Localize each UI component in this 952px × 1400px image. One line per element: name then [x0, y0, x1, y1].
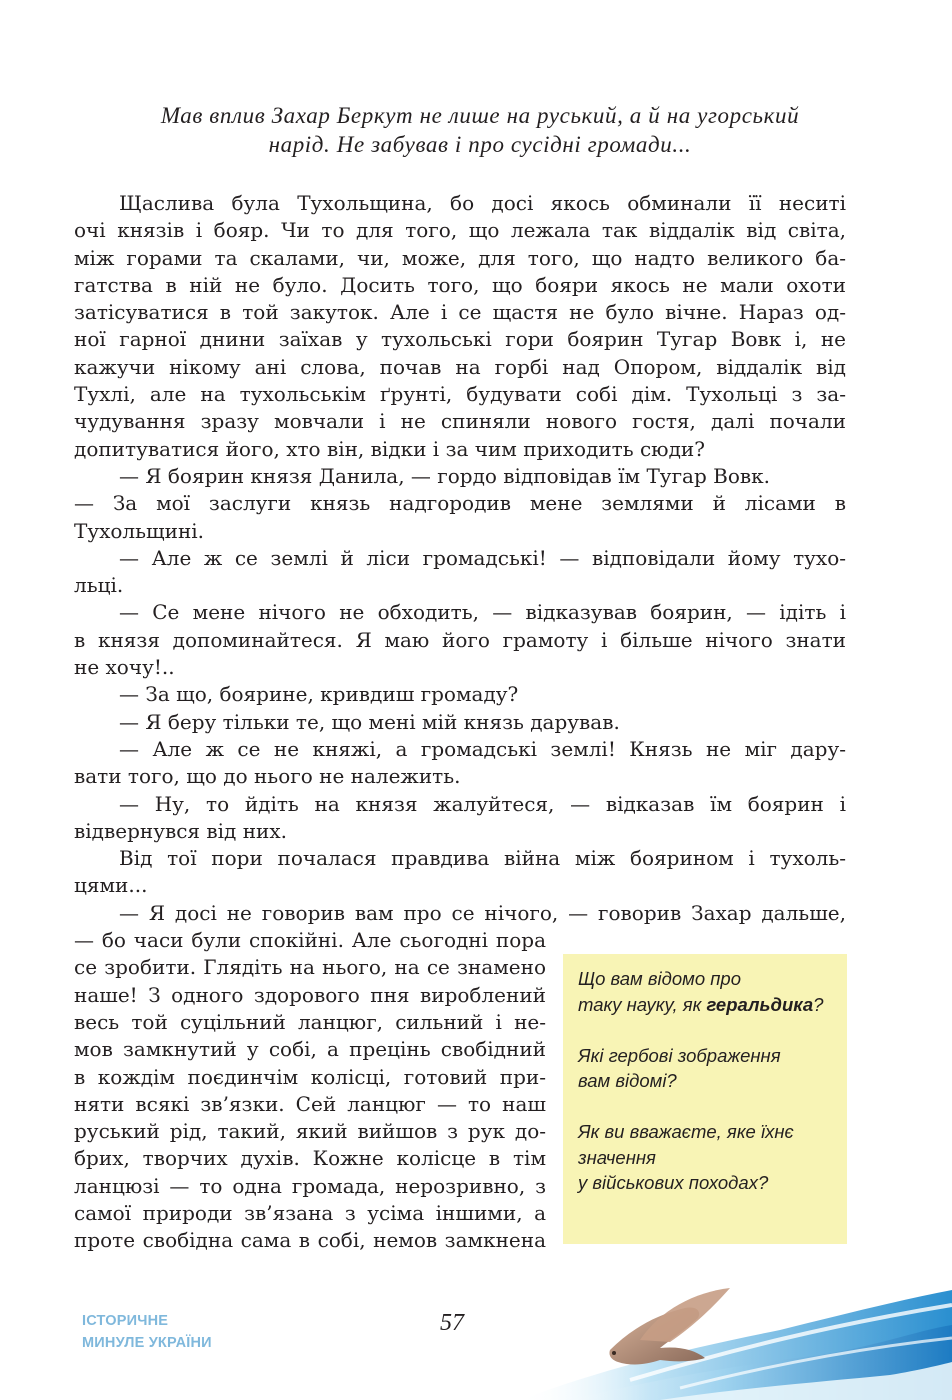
section-label-line: ІСТОРИЧНЕ: [82, 1313, 169, 1329]
section-label-line: МИНУЛЕ УКРАЇНИ: [82, 1335, 212, 1351]
text-line: самої природи зв’язана з усіма іншими, а: [74, 1200, 546, 1225]
text-line: весь той суцільний ланцюг, сильний і не-: [74, 1009, 546, 1034]
text-line: ної гарної днини заїхав у тухольські гори боярин Тугар Вовк і, не: [74, 327, 846, 352]
page-number: 57: [440, 1310, 464, 1336]
text-line: — За мої заслуги князь надгородив мене землями й лісами в: [74, 491, 846, 516]
bird-wave-illustration: [480, 1270, 952, 1400]
text-line: вати того, що до нього не належить.: [74, 764, 461, 789]
text-line: — Я боярин князя Данила, — гордо відповідав їм Тугар Вовк.: [119, 463, 770, 488]
section-label: [82, 1310, 212, 1354]
question-line: значення: [578, 1146, 656, 1168]
epigraph: [60, 101, 900, 159]
epigraph-line: Мав вплив Захар Беркут не лише на руський, а й на угорський: [160, 103, 800, 128]
text-line: льці.: [74, 573, 124, 598]
question-line: Як ви вважаєте, яке їхнє: [578, 1121, 794, 1142]
text-line: — Але ж се не княжі, а громадські землі! Князь не міг дару-: [119, 736, 846, 761]
question-mark: ?: [813, 993, 824, 1015]
text-line: чудування зразу мовчали і не спиняли нового гостя, далі почали: [74, 409, 846, 434]
text-line: руський рід, такий, який вийшов з рук до-: [74, 1119, 546, 1144]
text-line: цями...: [74, 873, 148, 898]
question-meaning: [578, 1119, 833, 1196]
text-line: — бо часи були спокійні. Але сьогодні пора: [74, 928, 546, 953]
text-line: Тухольщині.: [74, 518, 205, 543]
text-line: затісуватися в той закуток. Але і се щастя не було вічне. Нараз од-: [74, 300, 846, 325]
text-line: гатства в ній не було. Досить того, що бояри якось не мали охоти: [74, 272, 846, 297]
question-emblems: [578, 1043, 833, 1094]
text-line: — Я досі не говорив вам про се нічого, — говорив Захар дальше,: [119, 900, 846, 925]
question-line: Що вам відомо про: [578, 968, 742, 989]
text-line: в кождім поєдинчім колісці, готовий при-: [74, 1064, 546, 1089]
term-heraldry: геральдика: [706, 993, 814, 1015]
text-line: — Але ж се землі й ліси громадські! — відповідали йому тухо-: [119, 545, 846, 570]
text-line: — Се мене нічого не обходить, — відказував боярин, — ідіть і: [119, 600, 846, 625]
text-line: се зробити. Глядіть на нього, на се знамено: [74, 955, 546, 980]
question-text: таку науку, як: [578, 993, 702, 1015]
text-line: Щаслива була Тухольщина, бо досі якось обминали її неситі: [119, 191, 846, 215]
text-line: брих, творчих духів. Кожне колісце в тім: [74, 1146, 546, 1171]
question-sidebox: [563, 954, 847, 1244]
text-line: наше! З одного здорового пня вироблений: [74, 982, 546, 1007]
text-line: — Ну, то йдіть на князя жалуйтеся, — відказав їм боярин і: [119, 791, 846, 816]
question-heraldry: [578, 966, 833, 1017]
question-line: вам відомі?: [578, 1070, 677, 1091]
text-line: — Я беру тільки те, що мені мій князь дарував.: [119, 709, 620, 734]
text-line: між горами та скалами, чи, може, для того, що надто великого ба-: [74, 245, 846, 270]
text-line: проте свобідна сама в собі, немов замкнена: [74, 1228, 546, 1253]
question-line: [578, 992, 833, 1018]
text-line: допитуватися його, хто він, відки і за чим приходить сюди?: [74, 436, 705, 461]
text-line: відвернувся від них.: [74, 818, 288, 843]
text-line: няти всякі зв’язки. Сей ланцюг — то наш: [74, 1091, 546, 1116]
text-line: Тухлі, але на тухольськім ґрунті, будувати собі дім. Тухольці з за-: [74, 382, 846, 407]
text-line: очі князів і бояр. Чи то для того, що лежала так віддалік від світа,: [74, 218, 846, 243]
question-line: у військових походах?: [578, 1172, 769, 1193]
text-line: — За що, боярине, кривдиш громаду?: [119, 682, 519, 707]
text-line: кажучи нікому ані слова, почав на горбі над Опором, віддалік від: [74, 354, 846, 379]
text-line: ланцюзі — то одна громада, нерозривно, з: [74, 1173, 546, 1198]
text-line: в князя допоминайтеся. Я маю його грамоту і більше нічого знати: [74, 627, 846, 652]
epigraph-line: нарід. Не забував і про сусідні громади...: [268, 132, 692, 157]
text-line: не хочу!..: [74, 655, 175, 680]
question-line: Які гербові зображення: [578, 1044, 781, 1066]
text-line: Від тої пори почалася правдива війна між боярином і тухоль-: [119, 846, 846, 871]
text-line: мов замкнутий у собі, а прецінь свобідний: [74, 1037, 546, 1062]
